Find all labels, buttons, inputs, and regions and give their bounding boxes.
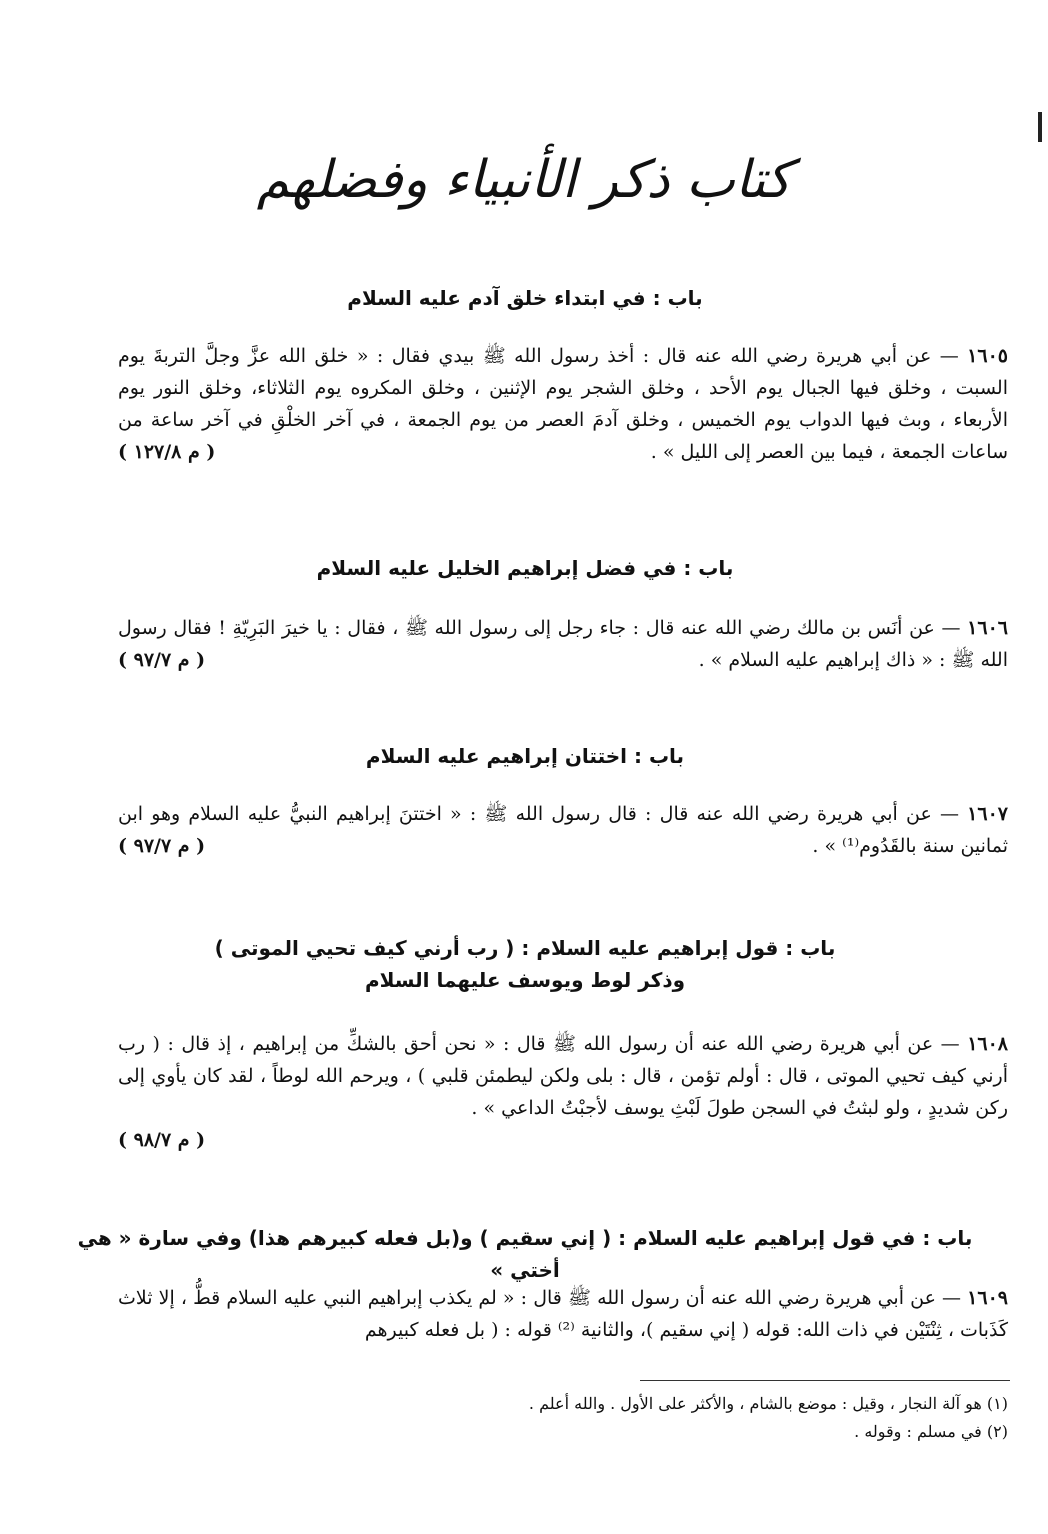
hadith-1609	[118, 1282, 1008, 1346]
hadith-1605	[118, 340, 1008, 468]
section-heading-1607: باب : اختتان إبراهيم عليه السلام	[365, 744, 685, 768]
section-heading-1605: باب : في ابتداء خلق آدم عليه السلام	[347, 286, 703, 310]
hadith-reference: ( م ٩٧/٧ )	[118, 835, 206, 857]
hadith-number: ١٦٠٨	[967, 1033, 1009, 1055]
hadith-1607	[118, 798, 1008, 862]
hadith-1606	[118, 612, 1008, 676]
hadith-text: — عن أنَس بن مالك رضي الله عنه قال : جاء رجل إلى رسول الله ﷺ ، فقال : يا خيرَ البَرِيّةِ ! فقال رسول الله ﷺ : « ذاك إبراهيم عليه السلام » .	[118, 617, 1008, 671]
hadith-reference: ( م ١٢٧/٨ )	[118, 441, 216, 463]
section-heading-1609: باب : في قول إبراهيم عليه السلام : ( إني سقيم ) و(بل فعله كبيرهم هذا) وفي سارة « هي أختي »	[77, 1226, 973, 1282]
hadith-text: — عن أبي هريرة رضي الله عنه قال : أخذ رسول الله ﷺ بيدي فقال : « خلق الله عزَّ وجلَّ التربةَ يوم السبت ، وخلق فيها الجبال يوم الأحد ، وخلق الشجر يوم الإثنين ، وخلق المكروه يوم الثلاثاء، وخلق النور يوم الأربعاء ، وبث فيها الدواب يوم الخميس ، وخلق آدمَ العصر من يوم الجمعة ، في آخر الخلْقِ في آخر ساعة من ساعات الجمعة ، فيما بين العصر إلى الليل » .	[118, 345, 1008, 463]
book-title: كتاب ذكر الأنبياء وفضلهم	[256, 150, 792, 210]
hadith-text: — عن أبي هريرة رضي الله عنه أن رسول الله ﷺ قال : « نحن أحق بالشكِّ من إبراهيم ، إذ قال : ( رب أرني كيف تحيي الموتى ، قال : أولم تؤمن ، قال : بلى ولكن ليطمئن قلبي ) ، ويرحم الله لوطاً ، لقد كان يأوي إلى ركن شديدٍ ، ولو لبثتُ في السجن طولَ لَبْثِ يوسف لأجبْتُ الداعي » .	[118, 1033, 1008, 1119]
hadith-text: — عن أبي هريرة رضي الله عنه أن رسول الله ﷺ قال : « لم يكذب إبراهيم النبي عليه السلام قطُّ ، إلا ثلاث كَذَبات ، ثِنْتَيْن في ذات الله: قوله ( إني سقيم )، والثانية ⁽²⁾ قوله : ( بل فعله كبيرهم	[118, 1287, 1008, 1341]
footnote-1: (١) هو آلة النجار ، وقيل : موضع بالشام ، والأكثر على الأول . والله أعلم .	[528, 1394, 1008, 1413]
hadith-1608	[118, 1028, 1009, 1151]
hadith-number: ١٦٠٦	[967, 617, 1008, 639]
section-heading-1606: باب : في فضل إبراهيم الخليل عليه السلام	[316, 556, 734, 580]
section-heading-1608: باب : قول إبراهيم عليه السلام : ( رب أرني كيف تحيي الموتى )	[214, 936, 836, 960]
hadith-reference: ( م ٩٨/٧ )	[118, 1129, 206, 1151]
footnote-divider	[640, 1380, 1010, 1381]
hadith-text: — عن أبي هريرة رضي الله عنه قال : قال رسول الله ﷺ : « اختتنَ إبراهيم النبيُّ عليه السلام وهو ابن ثمانين سنة بالقَدُوم⁽¹⁾ » .	[118, 803, 1008, 857]
hadith-number: ١٦٠٩	[967, 1287, 1008, 1309]
section-subheading-1608: وذكر لوط ويوسف عليهما السلام	[364, 968, 686, 992]
footnotes	[118, 1390, 1008, 1446]
scan-mark	[1038, 112, 1042, 142]
hadith-number: ١٦٠٥	[967, 345, 1008, 367]
hadith-reference: ( م ٩٧/٧ )	[118, 649, 206, 671]
hadith-number: ١٦٠٧	[967, 803, 1008, 825]
footnote-2: (٢) في مسلم : وقوله .	[854, 1422, 1008, 1441]
